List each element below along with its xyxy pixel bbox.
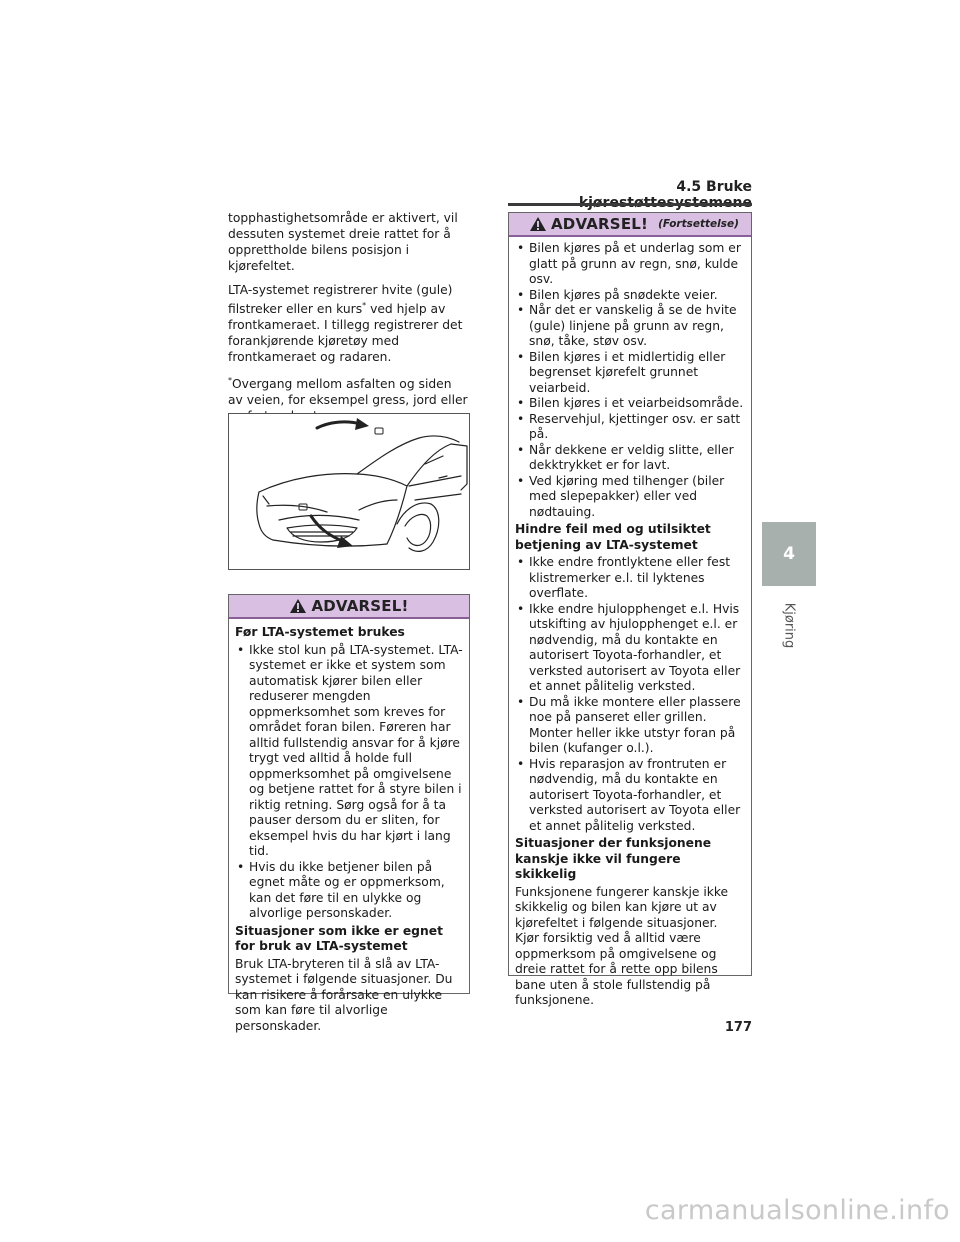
prevention-bullet: • Du må ikke montere eller plassere noe på panseret eller grillen. Monter heller ikke utstyr foran på bilen (kufanger o.l.). [515, 695, 745, 757]
chapter-label-text: Kjøring [781, 602, 797, 648]
condition-bullet: • Når det er vanskelig å se de hvite (gule) linjene på grunn av regn, snø, tåke, støv osv. [515, 303, 745, 350]
warning-continued-label: (Fortsettelse) [658, 218, 739, 230]
paragraph-lta-detection [228, 282, 470, 365]
warning-subheading-2: Situasjoner som ikke er egnet for bruk av LTA-systemet [235, 923, 443, 953]
page-number: 177 [724, 1020, 752, 1035]
condition-bullet: • Bilen kjøres på et underlag som er glatt på grunn av regn, snø, kulde osv. [515, 241, 745, 288]
warning-box-left [228, 594, 470, 1033]
chapter-label [762, 590, 816, 660]
car-front-view-image [229, 414, 469, 569]
warning-paragraph: Funksjonene fungerer kanskje ikke skikkelig og bilen kan kjøre ut av kjørefeltet i følgende situasjoner. [515, 884, 729, 930]
prevention-bullet: • Hvis reparasjon av frontruten er nødvendig, må du kontakte en autorisert Toyota-forhandler, et verksted autorisert av Toyota eller et annet pålitelig verksted. [515, 757, 745, 835]
condition-bullet: • Ved kjøring med tilhenger (biler med slepepakker) eller ved nødtauing. [515, 474, 745, 521]
warning-paragraph: Kjør forsiktig ved å alltid være oppmerksom på omgivelsene og dreie rattet for å rette opp bilens bane uten å stole fullstendig på funksjonene. [515, 931, 718, 1007]
warning-header-left [229, 595, 469, 619]
prevention-bullet: • Ikke endre hjulopphenget e.l. Hvis utskifting av hjulopphenget e.l. er nødvendig, må du kontakte en autorisert Toyota-forhandler, et verksted autorisert av Toyota eller et annet pålitelig verksted. [515, 602, 745, 695]
warning-paragraph: Bruk LTA-bryteren til å slå av LTA-systemet i følgende situasjoner. Du kan risikere å forårsake en ulykke som kan føre til alvorlige personskader. [235, 956, 453, 1033]
car-illustration [228, 413, 470, 570]
warning-body-right [509, 237, 751, 1013]
footnote-text: Overgang mellom asfalten og siden av veien, for eksempel gress, jord eller [228, 377, 468, 408]
warning-subheading-3: Hindre feil med og utilsiktet betjening av LTA-systemet [515, 522, 711, 552]
warning-title-left: ADVARSEL! [311, 597, 409, 615]
condition-bullet: • Reservehjul, kjettinger osv. er satt på. [515, 412, 745, 443]
watermark: carmanualsonline.info [644, 1195, 950, 1226]
warning-box-right [508, 212, 752, 1007]
condition-bullet: • Bilen kjøres i et veiarbeidsområde. [515, 396, 745, 412]
condition-bullet: • Bilen kjøres i et midlertidig eller begrenset kjørefelt grunnet veiarbeid. [515, 350, 745, 397]
condition-bullet: • Når dekkene er veldig slitte, eller dekktrykket er for lavt. [515, 443, 745, 474]
asterisk-marker: * [362, 301, 367, 310]
footnote-asterisk: * [228, 376, 232, 386]
warning-triangle-icon [289, 598, 307, 614]
section-title: 4.5 Bruke [676, 179, 752, 195]
chapter-tab [762, 522, 816, 586]
left-column-text [228, 210, 470, 432]
warning-subheading-4: Situasjoner der funksjonene kanskje ikke vil fungere skikkelig [515, 836, 712, 881]
warning-header-right [509, 213, 751, 237]
paragraph-intro: topphastighetsområde er aktivert, vil dessuten systemet dreie rattet for å opprettholde bilens posisjon i kjørefeltet. [228, 211, 458, 273]
lta-detection-text-b: ved hjelp av frontkameraet. I tillegg registrerer det forankjørende kjøretøy med frontkameraet og radaren. [228, 302, 463, 365]
warning-bullet: • Ikke stol kun på LTA-systemet. LTA-systemet er ikke et system som automatisk kjører bilen eller reduserer mengden oppmerksomhet som kreves for området foran bilen. Føreren har alltid fullstendig ansvar for å kjøre trygt ved alltid å holde full oppmerksomhet på omgivelsene og betjene rattet for å styre bilen i riktig retning. Sørg også for å ta pauser dersom du er sliten, for eksempel hvis du har kjørt i lang tid. [235, 643, 463, 860]
warning-subheading-1: Før LTA-systemet brukes [235, 625, 405, 639]
condition-bullet: • Bilen kjøres på snødekte veier. [515, 288, 745, 304]
lta-detection-text-a: LTA-systemet registrerer hvite (gule) filstreker eller en kurs [228, 283, 453, 317]
title-rule [508, 203, 752, 206]
warning-triangle-icon [529, 216, 547, 232]
warning-title-right: ADVARSEL! [551, 215, 649, 233]
warning-bullet: • Hvis du ikke betjener bilen på egnet måte og er oppmerksom, kan det føre til en ulykke og alvorlige personskader. [235, 860, 463, 922]
prevention-bullet: • Ikke endre frontlyktene eller fest klistremerker e.l. til lyktenes overflate. [515, 555, 745, 602]
warning-body-left [229, 619, 469, 1040]
chapter-number: 4 [783, 544, 795, 564]
